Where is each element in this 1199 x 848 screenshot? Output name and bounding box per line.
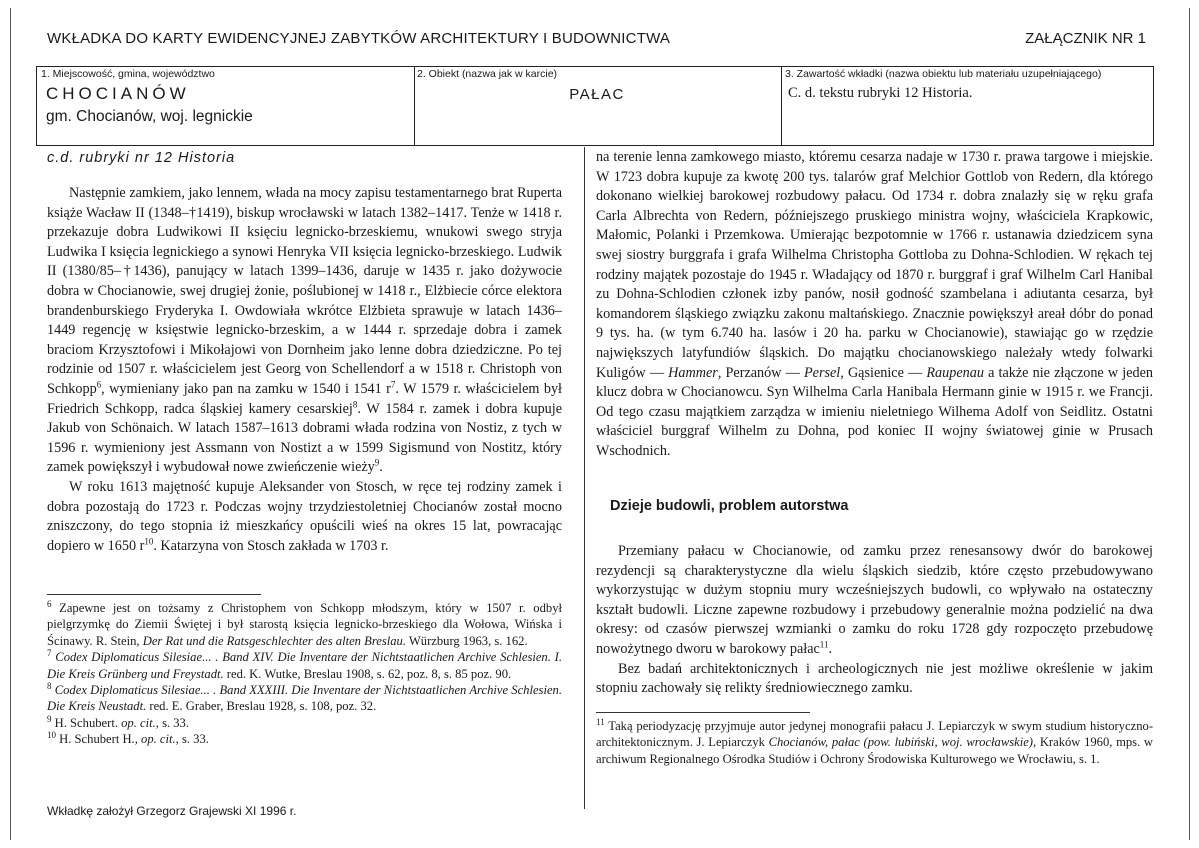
continuation-heading: c.d. rubryki nr 12 Historia bbox=[47, 150, 236, 166]
footnote-ref: 6 bbox=[96, 379, 102, 390]
annex-label: ZAŁĄCZNIK NR 1 bbox=[1025, 30, 1146, 47]
paragraph: na terenie lenna zamkowego miasto, któremu cesarza nadaje w 1730 r. prawa targowe i miejskie. W 1723 dobra kupuje za kwotę 200 tys. talarów graf Melchior Gottlob von Redern, dla którego dokonano wielkiej barokowej rozbudowy pałacu. Od 1734 r. dobra znalazły się w ręku grafa Carla Albrechta von Redern, późniejszego pruskiego ministra wojny, właściciela Krapkowic, Małomic, Polanki i Przemkowa. Umierając bezpotomnie w 1766 r. ustanawia dziedzicem syna swej siostry burggrafa i grafa Wilhelma Christopha Gottloba zu Dohna-Schlodien. W rękach tej rodziny majątek pozostaje do 1945 r. Władający od 1870 r. burggraf i graf Wilhelm Carl Hanibal zu Dohna-Schlodien członek izby panów, nosił godność szambelana i adiutanta cesarza, był komandorem śląskiego związku zakonu maltańskiego. Znacznie powiększył areał dóbr do ponad 9 tys. ha. (w tym 6.740 ha. lasów i 20 ha. parku w Chocianowie), stawiając go w rzędzie największych latyfundiów śląskich. Do majątku chocianowskiego należały wtedy folwarki Kuligów — Hammer, Perzanów — Persel, Gąsienice — Raupenau a także nie złączone w jeden klucz dobra w Chocianowcu. Syn Wilhelma Carla Hanibala Hermann ginie w 1915 r. we Francji. Od tego czasu majątkiem zarządza w imieniu nieletniego Wilhema Adolf von Seidlitz. Ostatni właściciel burggraf Wilhelm zu Dohna, pod koniec II wojny światowej ginie w Prusach Wschodnich. bbox=[596, 149, 1154, 459]
location-name: CHOCIANÓW bbox=[46, 84, 190, 103]
footnote: $^{10}$ H. Schubert H., op. cit., s. 33. bbox=[47, 730, 209, 747]
right-column-text-2 bbox=[596, 542, 1153, 699]
location-field bbox=[36, 66, 415, 146]
footnote-rule bbox=[596, 712, 810, 713]
paragraph: Bez badań architektonicznych i archeologicznych nie jest możliwe określenie w jakim stopniu zachowały się relikty średniowiecznego zamku. bbox=[596, 660, 1153, 697]
location-label: 1. Miejscowość, gmina, województwo bbox=[41, 68, 215, 80]
content-value: C. d. tekstu rubryki 12 Historia. bbox=[788, 85, 973, 101]
footnotes-right bbox=[596, 718, 1153, 767]
footnote-ref: 7 bbox=[390, 379, 396, 390]
footnote: $^{11}$ Taką periodyzację przyjmuje autor jedynej monografii pałacu J. Lepiarczyk w swym studium historyczno-architektonicznym. J. Lepiarczyk Chocianów, pałac (pow. lubiński, woj. wrocławskie), Kraków 1960, mps. w archiwum Regionalnego Ośrodka Studiów i Ochrony Środowiska Kulturowego we Wrocławiu, s. 1. bbox=[596, 716, 1154, 766]
right-column-text bbox=[596, 148, 1153, 462]
paragraph: Następnie zamkiem, jako lennem, włada na mocy zapisu testamentarnego brat Ruperta książe Wacław II (1348–†1419), biskup wrocławski w latach 1382–1417. Tenże w 1418 r. przekazuje dobra Ludwikowi II księciu legnicko-brzeskiemu, wnukowi swego stryja Ludwika I księcia legnickiego a synowi Henryka VII księcia legnicko-brzeskiego. Ludwik II (1380/85–†1436), panujący w latach 1399–1436, daruje w 1435 r. jako dożywocie dobra w Chocianowie, swej drugiej żonie, poślubionej w 1418 r., Elżbiecie córce elektora brandenburskiego Fryderyka I. Owdowiała wkrótce Elżbieta sprawuje w latach 1436–1449 regencję w księstwie legnicko-brzeskim, a w 1444 r. sprzedaje dobra i zamek braciom Krzysztofowi i Mikołajowi von Dornheim jako lenne dobra dziedziczne. Po tej rodzinie od 1507 r. właścicielem jest Georg von Schellendorf a w 1518 r. Christoph von Schkopp$^6$, wymieniany jako pan na zamku w 1540 i 1541 $r^7$. W 1579 r. właścicielem był Friedrich Schkopp, radca śląskiej kamery cesarskiej$^8$. W 1584 r. zamek i dobra kupuje Jakub von Schönaich. W latach 1587–1613 dobrami włada rodzina von Nostiz, z tych w 1596 r. wymieniony jest Assmann von Nostizt a w 1599 Sigismund von Nostitz, który zamek powiększył i wybudował nowe zwieńczenie wieży$^9$. bbox=[47, 185, 562, 476]
paragraph: Przemiany pałacu w Chocianowie, od zamku przez renesansowy dwór do barokowej rezydencji są charakterystyczne dla wielu śląskich siedzib, które często przebudowywano wykorzystując w dużym stopniu mury wcześniejszych budowli, co wpływało na ostateczny kształt budowli. Liczne zapewne rozbudowy i przebudowy generalnie można podzielić na dwa okresy: od czasów pierwszej wzmianki o zamku do roku 1728 gdy rozpoczęto przebudowę nowożytnego dworu w barokowy pałac$^{11}$. bbox=[596, 543, 1153, 657]
section-title: Dzieje budowli, problem autorstwa bbox=[610, 498, 849, 514]
footer-author: Wkładkę założył Grzegorz Grajewski XI 1996 r. bbox=[47, 804, 297, 818]
footnote: $^9$ H. Schubert. op. cit., s. 33. bbox=[47, 713, 190, 730]
footnotes-left bbox=[47, 600, 562, 748]
footnote-ref: 8 bbox=[352, 398, 358, 409]
footnote: $^8$ Codex Diplomaticus Silesiae... . Band XXXIII. Die Inventare der Nichtstaatlichen Archive Schlesien. Die Kreis Neustadt. red. E. Graber, Breslau 1928, s. 108, poz. 32. bbox=[47, 680, 562, 714]
object-name: PAŁAC bbox=[569, 86, 625, 103]
footnote-ref: 11 bbox=[819, 639, 829, 650]
footnote: $^7$ Codex Diplomaticus Silesiae... . Band XIV. Die Inventare der Nichtstaatlichen Archive Schlesien. I. Die Kreis Grünberg und Freystadt. red. K. Wutke, Breslau 1908, s. 62, poz. 8, s. 85 poz. 90. bbox=[47, 648, 562, 681]
paragraph: W roku 1613 majętność kupuje Aleksander von Stosch, w ręce tej rodziny zamek i dobra pozostają do 1723 r. Podczas wojny trzydziestoletniej Chocianów został mocno zniszczony, do tego stopnia iż mieszkańcy opuścili wieś na okres 15 lat, powracając dopiero w 1650 $r^{10}$. Katarzyna von Stosch zakłada w 1703 r. bbox=[47, 478, 562, 554]
object-label: 2. Obiekt (nazwa jak w karcie) bbox=[417, 68, 558, 80]
location-gmina: gm. Chocianów, woj. legnickie bbox=[46, 108, 253, 125]
left-column-text bbox=[47, 184, 562, 556]
content-label: 3. Zawartość wkładki (nazwa obiektu lub materiału uzupełniającego) bbox=[785, 68, 1102, 80]
document-title: WKŁADKA DO KARTY EWIDENCYJNEJ ZABYTKÓW ARCHITEKTURY I BUDOWNICTWA bbox=[47, 30, 671, 47]
footnote-ref: 9 bbox=[374, 457, 380, 468]
footnote-ref: 10 bbox=[144, 535, 154, 546]
object-field bbox=[413, 66, 782, 146]
column-divider bbox=[584, 147, 585, 809]
footnote: $^6$ Zapewne jest on tożsamy z Christophem von Schkopp młodszym, który w 1507 r. odbył pielgrzymkę do Ziemii Świętej i był starostą księcia legnicko-brzeskiego dla Wołowa, Wińska i Ścinawy. R. Stein, Der Rat und die Ratsgeschlechter des alten Breslau. Würzburg 1963, s. 162. bbox=[47, 598, 562, 648]
footnote-rule bbox=[47, 594, 261, 595]
content-field bbox=[781, 66, 1154, 146]
